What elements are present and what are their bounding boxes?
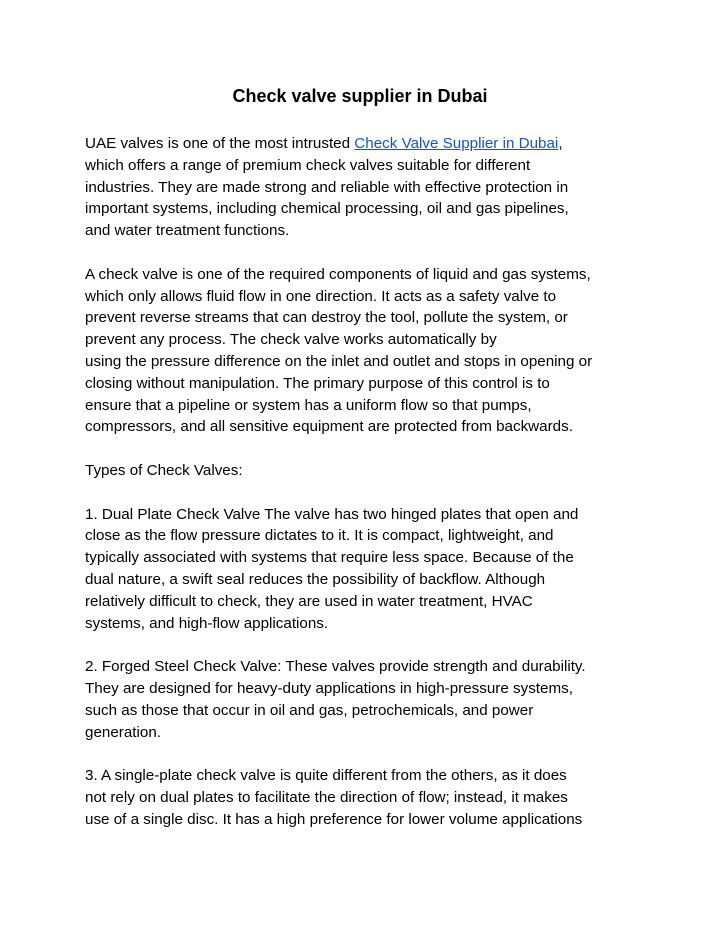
paragraph-spacer: [85, 438, 645, 460]
paragraph-spacer: [85, 482, 645, 504]
text-segment: ,: [558, 135, 563, 152]
paragraph-definition: [85, 264, 645, 438]
text-line: 2. Forged Steel Check Valve: These valves provide strength and durability.: [85, 658, 586, 676]
text-line: important systems, including chemical processing, oil and gas pipelines,: [85, 200, 569, 218]
paragraph-forged-steel: [85, 656, 645, 743]
paragraph-dual-plate: [85, 504, 645, 635]
text-line: industries. They are made strong and reliable with effective protection in: [85, 178, 569, 196]
text-line: such as those that occur in oil and gas, petrochemicals, and power: [85, 701, 534, 719]
text-segment: UAE valves is one of the most intrusted: [85, 135, 355, 152]
text-line: 1. Dual Plate Check Valve The valve has two hinged plates that open and: [85, 505, 579, 523]
paragraph-spacer: [85, 634, 645, 656]
text-line: systems, and high-flow applications.: [85, 614, 329, 632]
paragraph-single-plate: [85, 765, 645, 830]
text-line: which only allows fluid flow in one direction. It acts as a safety valve to: [85, 287, 557, 305]
paragraph-intro: [85, 133, 645, 242]
paragraph-spacer: [85, 242, 645, 264]
text-line: use of a single disc. It has a high preference for lower volume applications: [85, 810, 583, 828]
text-line: using the pressure difference on the inlet and outlet and stops in opening or: [85, 352, 593, 370]
text-line: typically associated with systems that require less space. Because of the: [85, 549, 574, 567]
text-line: generation.: [85, 723, 161, 741]
text-line: which offers a range of premium check valves suitable for different: [85, 156, 531, 174]
text-line: compressors, and all sensitive equipment are protected from backwards.: [85, 418, 573, 436]
text-line: prevent reverse streams that can destroy the tool, pollute the system, or: [85, 309, 568, 327]
text-line: dual nature, a swift seal reduces the possibility of backflow. Although: [85, 570, 546, 588]
text-line: not rely on dual plates to facilitate the direction of flow; instead, it makes: [85, 788, 568, 806]
check-valve-supplier-link[interactable]: Check Valve Supplier in Dubai: [354, 135, 559, 152]
text-line: close as the flow pressure dictates to it. It is compact, lightweight, and: [85, 527, 554, 545]
text-line: prevent any process. The check valve works automatically by: [85, 331, 497, 349]
text-line: They are designed for heavy-duty applications in high-pressure systems,: [85, 679, 573, 697]
text-line: and water treatment functions.: [85, 222, 290, 240]
paragraph-spacer: [85, 743, 645, 765]
text-line: Types of Check Valves:: [85, 461, 243, 479]
text-line: A check valve is one of the required components of liquid and gas systems,: [85, 265, 591, 283]
text-line: relatively difficult to check, they are used in water treatment, HVAC: [85, 592, 533, 610]
text-line: ensure that a pipeline or system has a uniform flow so that pumps,: [85, 396, 532, 414]
paragraph-types-heading: [85, 460, 645, 482]
document-body: [85, 133, 645, 831]
text-line: [85, 133, 645, 155]
text-line: 3. A single-plate check valve is quite different from the others, as it does: [85, 767, 567, 785]
document-title: Check valve supplier in Dubai: [232, 86, 488, 106]
text-line: closing without manipulation. The primary purpose of this control is to: [85, 374, 550, 392]
